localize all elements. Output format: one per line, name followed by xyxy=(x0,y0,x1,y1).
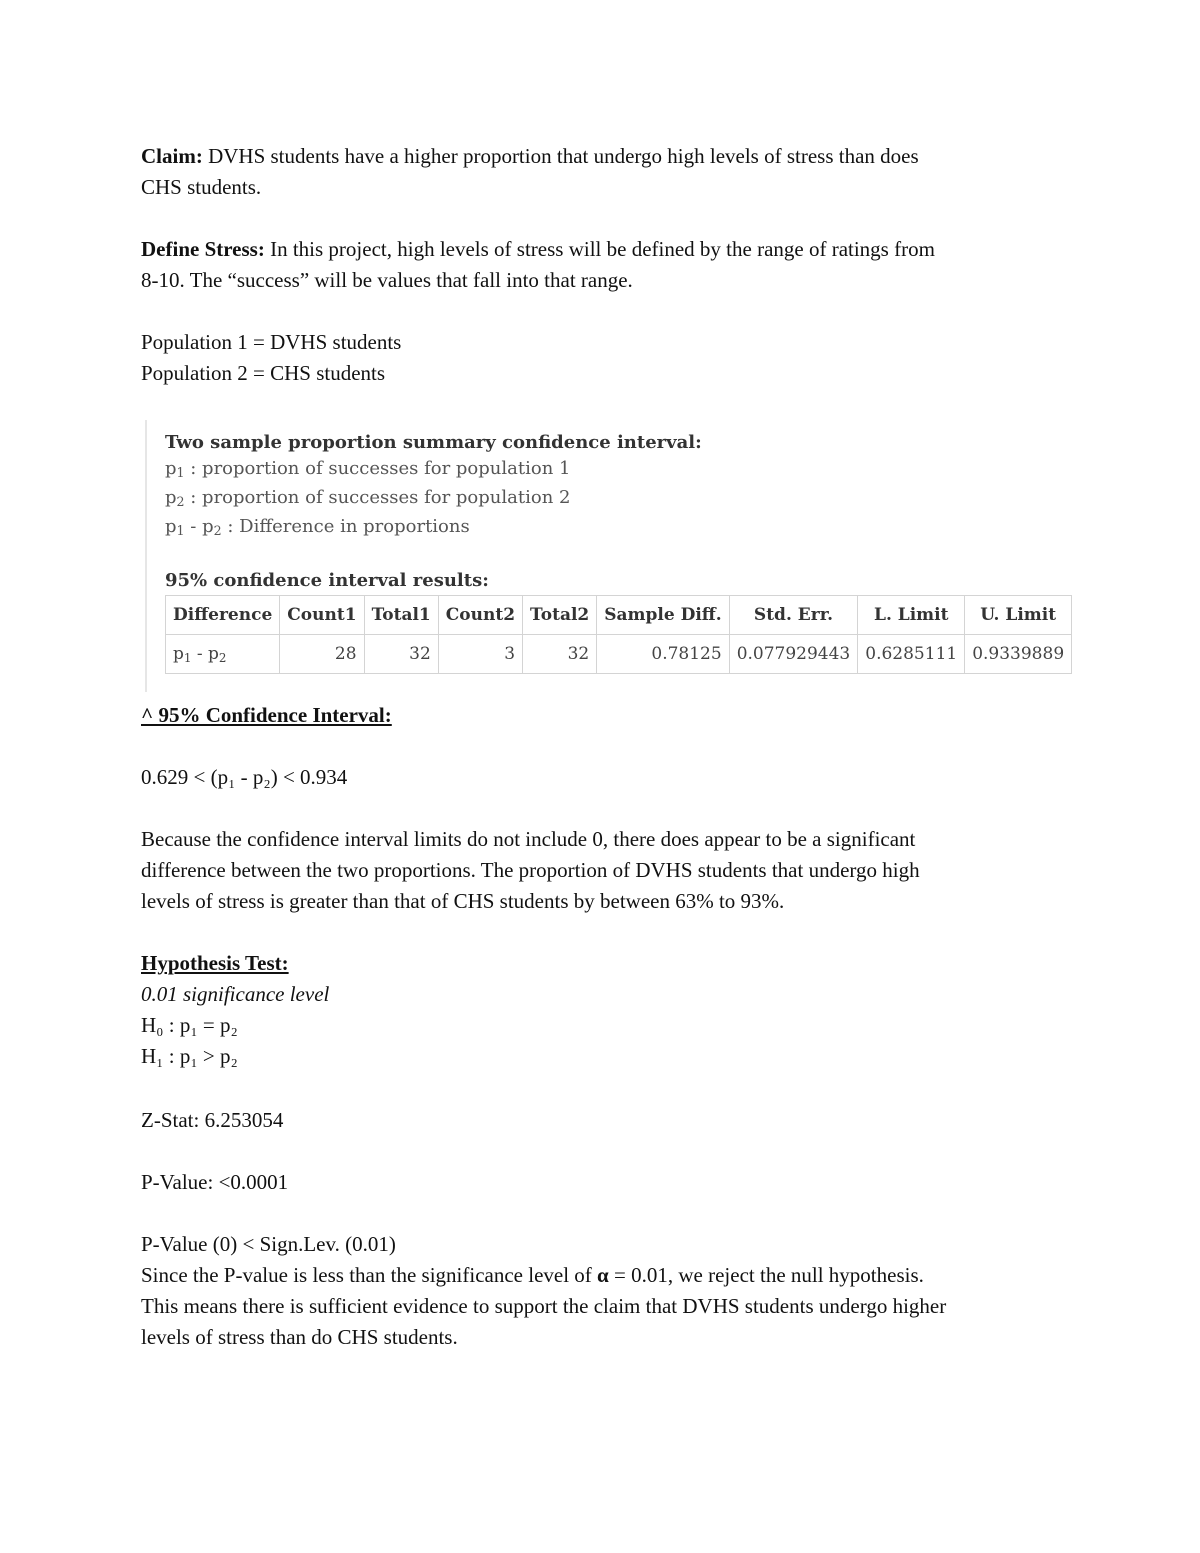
p2-symbol: p xyxy=(165,487,177,508)
claim-label: Claim: xyxy=(141,144,203,168)
header-difference: Difference xyxy=(166,596,280,635)
cell-l-limit: 0.6285111 xyxy=(858,635,965,674)
conclusion-line-2: This means there is sufficient evidence to support the claim that DVHS students undergo higher xyxy=(141,1294,947,1318)
ci-explanation-1: Because the confidence interval limits do not include 0, there does appear to be a significant xyxy=(141,827,916,851)
header-total1: Total1 xyxy=(364,596,438,635)
diff-p2-subscript: 2 xyxy=(213,523,222,539)
header-u-limit: U. Limit xyxy=(965,596,1072,635)
z-stat: Z-Stat: 6.253054 xyxy=(141,1108,284,1132)
cell-sample-diff: 0.78125 xyxy=(597,635,729,674)
significance-level: 0.01 significance level xyxy=(141,982,330,1006)
p-value: P-Value: <0.0001 xyxy=(141,1170,289,1194)
diff-p2-symbol: - p xyxy=(184,516,214,537)
diff-p1-subscript: 1 xyxy=(176,523,185,539)
alt-hypothesis: H₁ : p₁ > p₂ xyxy=(141,1044,238,1068)
header-std-err: Std. Err. xyxy=(729,596,858,635)
conclusion-text-a: Since the P-value is less than the significance level of xyxy=(141,1263,598,1287)
hypothesis-heading: Hypothesis Test: xyxy=(141,951,289,975)
ci-heading: ^ 95% Confidence Interval: xyxy=(141,703,392,727)
define-text-1: In this project, high levels of stress will be defined by the range of ratings from xyxy=(264,237,935,261)
alpha-symbol: α xyxy=(597,1263,609,1287)
header-l-limit: L. Limit xyxy=(858,596,965,635)
table-row xyxy=(166,635,1072,674)
p2-subscript: 2 xyxy=(176,494,185,510)
p1-definition: : proportion of successes for population 1 xyxy=(184,458,571,479)
claim-line-2: CHS students. xyxy=(141,175,262,199)
header-count1: Count1 xyxy=(280,596,364,635)
population-2: Population 2 = CHS students xyxy=(141,361,386,385)
claim-text-1: DVHS students have a higher proportion that undergo high levels of stress than does xyxy=(202,144,919,168)
confidence-interval-screenshot xyxy=(145,420,1065,692)
results-title: 95% confidence interval results: xyxy=(165,570,489,591)
cell-total2: 32 xyxy=(523,635,597,674)
ci-explanation-2: difference between the two proportions. The proportion of DVHS students that undergo high xyxy=(141,858,920,882)
cell-count1: 28 xyxy=(280,635,364,674)
null-hypothesis: H₀ : p₁ = p₂ xyxy=(141,1013,238,1037)
definition-p1 xyxy=(165,458,570,480)
cell-total1: 32 xyxy=(364,635,438,674)
claim-line-1 xyxy=(141,141,919,172)
p1-subscript: 1 xyxy=(176,465,185,481)
p2-definition: : proportion of successes for population 2 xyxy=(184,487,571,508)
conclusion-line-3: levels of stress than do CHS students. xyxy=(141,1325,458,1349)
ci-result: 0.629 < (p₁ - p₂) < 0.934 xyxy=(141,765,348,789)
header-count2: Count2 xyxy=(438,596,522,635)
define-line-2: 8-10. The “success” will be values that fall into that range. xyxy=(141,268,633,292)
header-sample-diff: Sample Diff. xyxy=(597,596,729,635)
conclusion-line-1 xyxy=(141,1260,924,1291)
define-line-1 xyxy=(141,234,935,265)
p-value-comparison: P-Value (0) < Sign.Lev. (0.01) xyxy=(141,1232,396,1256)
ci-explanation-3: levels of stress is greater than that of CHS students by between 63% to 93%. xyxy=(141,889,785,913)
define-label: Define Stress: xyxy=(141,237,265,261)
table-header-row xyxy=(166,596,1072,635)
ci-summary-title: Two sample proportion summary confidence interval: xyxy=(165,432,702,453)
diff-p1-symbol: p xyxy=(165,516,177,537)
row-p1-symbol: p xyxy=(173,643,184,664)
p1-symbol: p xyxy=(165,458,177,479)
cell-count2: 3 xyxy=(438,635,522,674)
definition-difference xyxy=(165,516,470,538)
header-total2: Total2 xyxy=(523,596,597,635)
results-table xyxy=(165,595,1072,674)
row-p2-subscript: 2 xyxy=(218,650,227,665)
cell-std-err: 0.077929443 xyxy=(729,635,858,674)
cell-difference xyxy=(166,635,280,674)
conclusion-text-b: = 0.01, we reject the null hypothesis. xyxy=(608,1263,924,1287)
row-p2-symbol: - p xyxy=(191,643,219,664)
row-p1-subscript: 1 xyxy=(183,650,192,665)
definition-p2 xyxy=(165,487,570,509)
difference-definition: : Difference in proportions xyxy=(221,516,470,537)
cell-u-limit: 0.9339889 xyxy=(965,635,1072,674)
population-1: Population 1 = DVHS students xyxy=(141,330,402,354)
